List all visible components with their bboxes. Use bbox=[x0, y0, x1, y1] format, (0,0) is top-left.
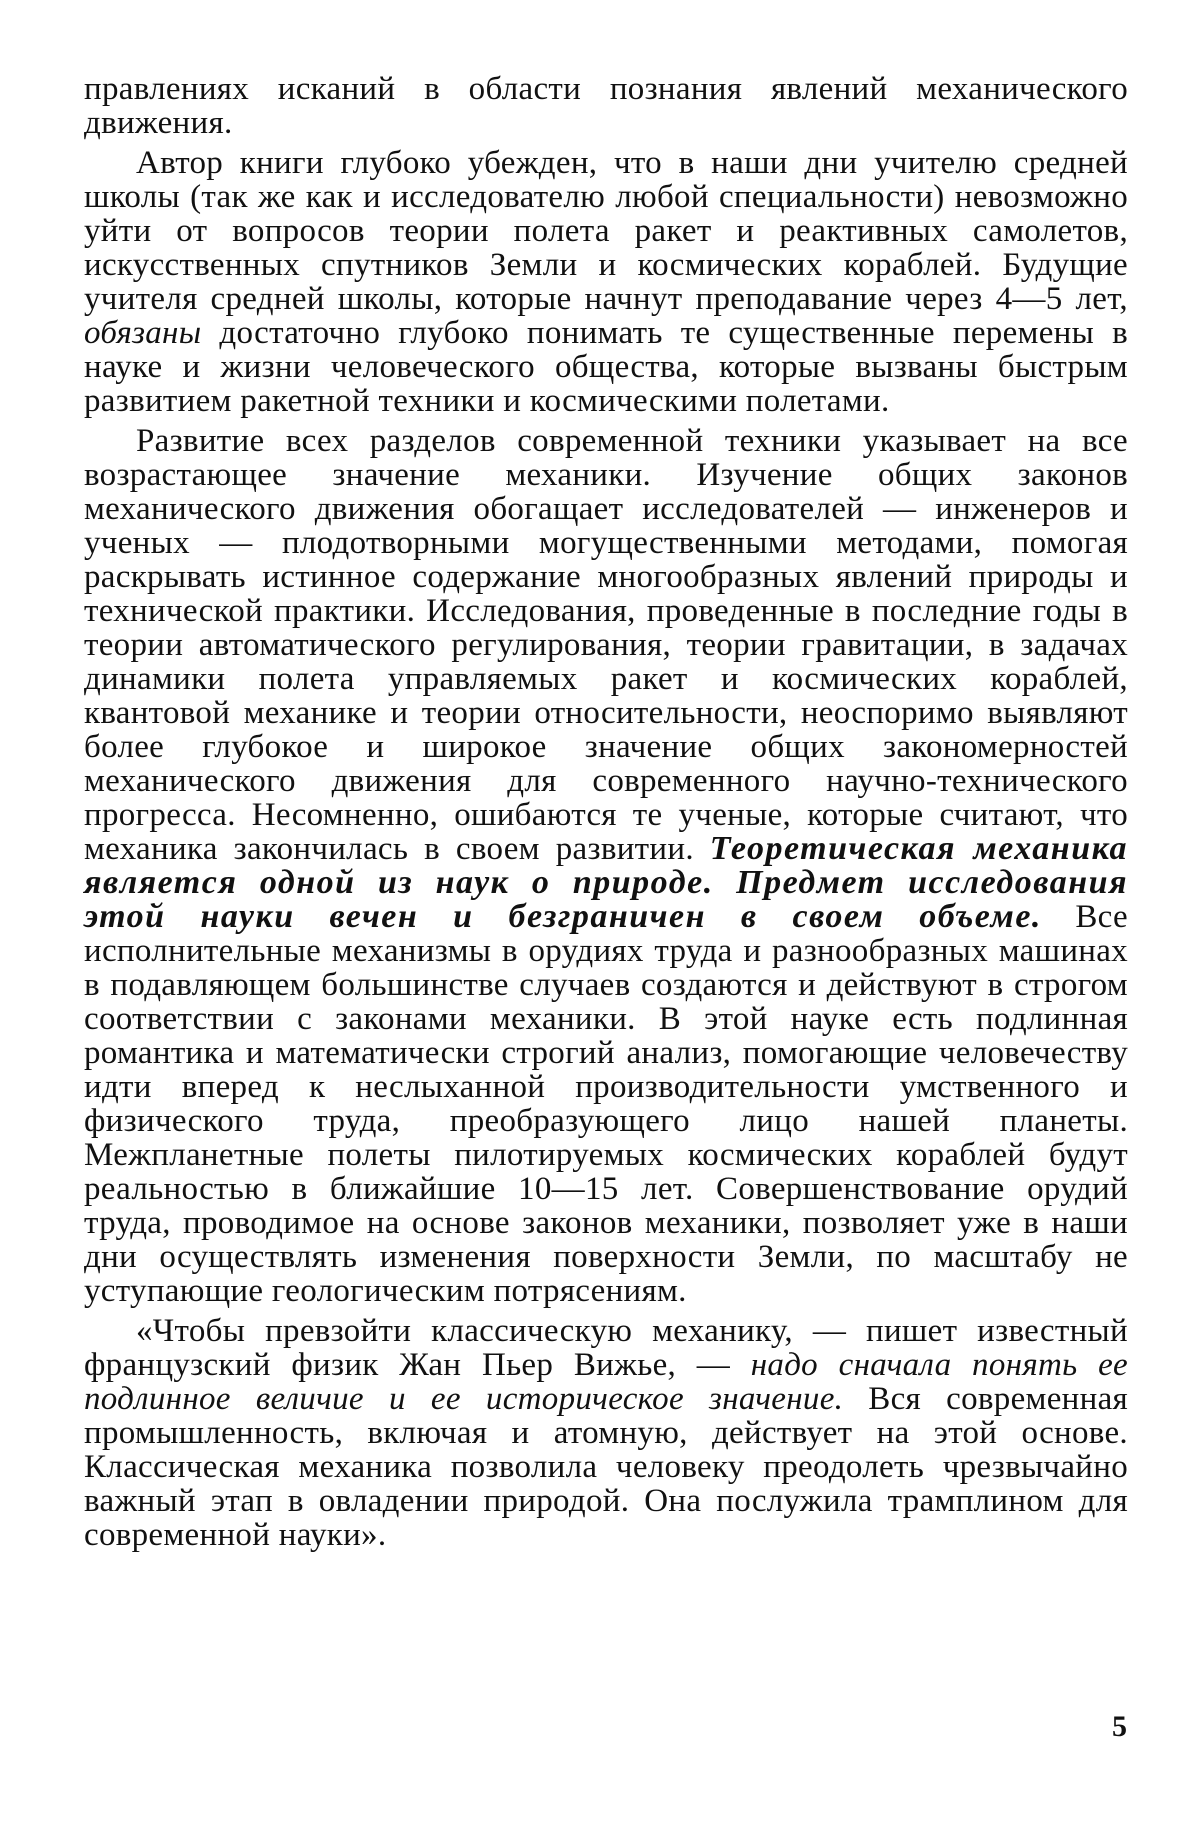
paragraph-text: «Чтобы превзойти классическую механику, — пишет известный французский физик Жан Пьер Вижье, — bbox=[84, 1313, 1128, 1383]
paragraph-text: достаточно глубоко понимать те существенные перемены в науке и жизни человеческого общества, которые вызваны быстрым развитием ракетной техники и космическими полетами. bbox=[84, 315, 1128, 419]
paragraph-text: Все исполнительные механизмы в орудиях труда и разнообразных машинах в подавляющем большинстве случаев создаются и действуют в строгом соответствии с законами механики. В этой науке есть подлинная романтика и математически строгий анализ, помогающие человечеству идти вперед к неслыханной производительности умственного и физического труда, преобразующего лицо нашей планеты. Межпланетные полеты пилотируемых космических кораблей будут реальностью в ближайшие 10—15 лет. Совершенствование орудий труда, проводимое на основе законов механики, позволяет уже в наши дни осуществлять изменения поверхности Земли, по масштабу не уступающие геологическим потрясениям. bbox=[84, 899, 1128, 1309]
emphasis-italic: обязаны bbox=[84, 315, 201, 351]
paragraph-text: Автор книги глубоко убежден, что в наши дни учителю средней школы (так же как и исследователю любой специальности) невозможно уйти от вопросов теории полета ракет и реактивных самолетов, искусственных спутников Земли и космических кораблей. Будущие учителя средней школы, которые начнут преподавание через 4—5 лет, bbox=[84, 145, 1128, 317]
page-number: 5 bbox=[1112, 1710, 1127, 1744]
emphasis-italic: надо сначала понять ее подлинное величие и ее историческое значение. bbox=[84, 1347, 1128, 1417]
paragraph-text: Развитие всех разделов современной техники указывает на все возрастающее значение механики. Изучение общих законов механического движения обогащает исследователей — инженеров и ученых — плодотворными могущественными методами, помогая раскрывать истинное содержание многообразных явлений природы и технической практики. Исследования, проведенные в последние годы в теории автоматического регулирования, теории гравитации, в задачах динамики полета управляемых ракет и космических кораблей, квантовой механике и теории относительности, неоспоримо выявляют более глубокое и широкое значение общих закономерностей механического движения для современного научно-технического прогресса. Несомненно, ошибаются те ученые, которые считают, что механика закончилась в своем развитии. bbox=[84, 423, 1128, 867]
paragraph-1 bbox=[84, 72, 1128, 140]
paragraph-2 bbox=[84, 146, 1128, 418]
paragraph-text: Вся современная промышленность, включая и атомную, действует на этой основе. Классическая механика позволила человеку преодолеть чрезвычайно важный этап в овладении природой. Она послужила трамплином для современной науки». bbox=[84, 1381, 1128, 1553]
emphasis-bold-italic: Теоретическая механика является одной из наук о природе. Предмет исследования этой науки вечен и безграничен в своем объеме. bbox=[84, 830, 1128, 935]
paragraph-4 bbox=[84, 1314, 1128, 1552]
body-text bbox=[84, 72, 1128, 1558]
book-page bbox=[0, 0, 1200, 1824]
paragraph-text: правлениях исканий в области познания явлений механического движения. bbox=[84, 71, 1128, 141]
paragraph-3 bbox=[84, 424, 1128, 1308]
